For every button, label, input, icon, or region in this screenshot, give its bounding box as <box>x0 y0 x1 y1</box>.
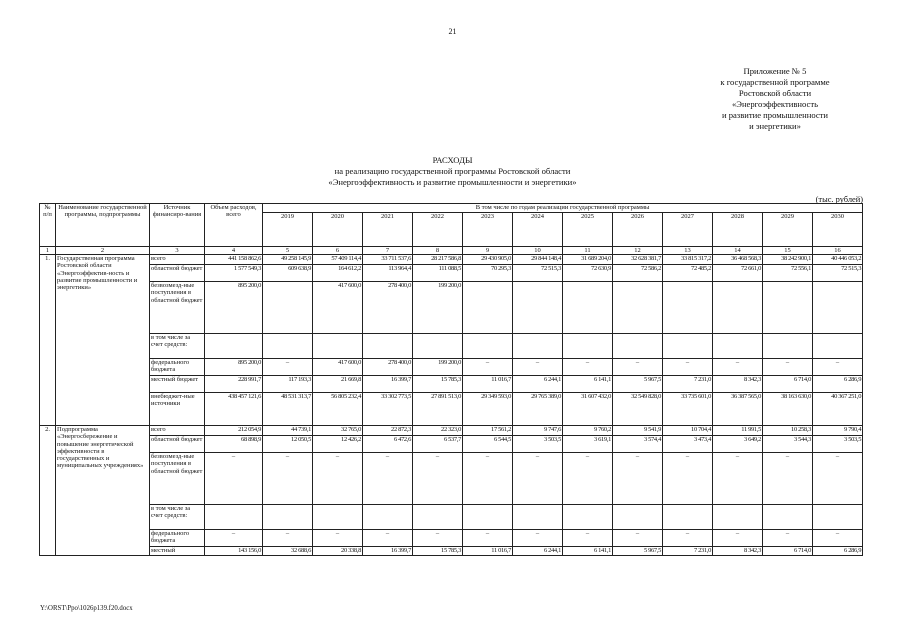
year-value: 44 739,1 <box>263 426 313 436</box>
title-line: «Энергоэффективность и развитие промышленности и энергетики» <box>328 176 577 187</box>
year-value: 417 600,0 <box>313 282 363 334</box>
column-number: 4 <box>205 247 263 255</box>
appendix-line: «Энергоэффективность <box>731 99 818 110</box>
table-row <box>40 436 863 453</box>
year-value: – <box>463 530 513 547</box>
header-year: 2025 <box>563 213 613 247</box>
year-value: – <box>563 359 613 376</box>
column-number: 8 <box>413 247 463 255</box>
year-value <box>463 334 513 359</box>
year-value: 3 574,4 <box>613 436 663 453</box>
year-value: 3 473,4 <box>663 436 713 453</box>
source-cell: в том числе за счет средств: <box>150 334 205 359</box>
year-value: 6 286,9 <box>813 547 863 556</box>
year-value: 28 217 586,8 <box>413 255 463 265</box>
table-row <box>40 255 863 265</box>
year-value: 164 612,2 <box>313 265 363 282</box>
year-value: 11 016,7 <box>463 547 513 556</box>
year-value: 15 785,3 <box>413 376 463 393</box>
year-value: – <box>263 530 313 547</box>
year-value <box>513 282 563 334</box>
table-body <box>40 255 863 556</box>
year-value: – <box>663 530 713 547</box>
total-cell: 438 457 121,6 <box>205 393 263 426</box>
year-value: 7 231,0 <box>663 547 713 556</box>
year-value: 6 286,9 <box>813 376 863 393</box>
header-total: Объем расходов, всего <box>205 204 263 247</box>
year-value <box>713 334 763 359</box>
year-value: 3 619,1 <box>563 436 613 453</box>
year-value <box>263 505 313 530</box>
year-value <box>713 282 763 334</box>
header-year: 2028 <box>713 213 763 247</box>
year-value: 20 338,8 <box>313 547 363 556</box>
year-value: 6 714,0 <box>763 547 813 556</box>
header-year: 2022 <box>413 213 463 247</box>
total-cell: 212 054,9 <box>205 426 263 436</box>
table-row <box>40 426 863 436</box>
year-value: – <box>763 359 813 376</box>
appendix-header <box>690 66 860 133</box>
total-cell: 895 200,0 <box>205 282 263 334</box>
year-value <box>563 505 613 530</box>
total-cell <box>205 505 263 530</box>
year-value <box>413 334 463 359</box>
program-name: Государственная программа Ростовской области «Энергоэффектив-ность и развитие промышленности и энергетики» <box>56 255 150 426</box>
year-value: – <box>713 530 763 547</box>
column-number: 12 <box>613 247 663 255</box>
year-value: – <box>763 453 813 505</box>
year-value: 32 628 381,7 <box>613 255 663 265</box>
year-value <box>763 505 813 530</box>
year-value: 8 342,3 <box>713 547 763 556</box>
year-value: 21 669,8 <box>313 376 363 393</box>
year-value: 72 485,2 <box>663 265 713 282</box>
year-value: – <box>713 453 763 505</box>
total-cell: 143 156,0 <box>205 547 263 556</box>
year-value: 22 323,0 <box>413 426 463 436</box>
year-value <box>813 505 863 530</box>
header-year: 2021 <box>363 213 413 247</box>
year-value <box>563 334 613 359</box>
title-line: на реализацию государственной программы Ростовской области <box>334 165 571 176</box>
year-value: 6 244,1 <box>513 547 563 556</box>
header-name: Наименование государственной программы, подпрограммы <box>56 204 150 247</box>
column-number: 15 <box>763 247 813 255</box>
year-value: 9 760,2 <box>563 426 613 436</box>
table-row <box>40 453 863 505</box>
year-value: – <box>563 530 613 547</box>
year-value: – <box>463 359 513 376</box>
header-year: 2019 <box>263 213 313 247</box>
year-value: 29 844 148,4 <box>513 255 563 265</box>
year-value: 40 446 053,2 <box>813 255 863 265</box>
year-value: 11 016,7 <box>463 376 513 393</box>
total-cell: 68 898,9 <box>205 436 263 453</box>
year-value: 12 050,5 <box>263 436 313 453</box>
page-number: 21 <box>448 27 457 36</box>
year-value: 16 399,7 <box>363 547 413 556</box>
year-value <box>413 505 463 530</box>
year-value: 31 607 432,0 <box>563 393 613 426</box>
header-year: 2024 <box>513 213 563 247</box>
year-value <box>663 334 713 359</box>
year-value <box>663 282 713 334</box>
year-value: 33 735 601,0 <box>663 393 713 426</box>
table-row <box>40 376 863 393</box>
table-row <box>40 547 863 556</box>
year-value: 27 891 513,0 <box>413 393 463 426</box>
year-value: – <box>813 453 863 505</box>
file-path-footer: Y:\ORST\Ppo\1026p139.f20.docx <box>40 605 133 612</box>
year-value: 111 088,5 <box>413 265 463 282</box>
year-value: – <box>613 453 663 505</box>
source-cell: всего <box>150 426 205 436</box>
title-line: РАСХОДЫ <box>432 155 473 165</box>
year-value: 11 991,5 <box>713 426 763 436</box>
year-value: 199 200,0 <box>413 282 463 334</box>
year-value: – <box>263 359 313 376</box>
year-value <box>313 334 363 359</box>
year-value: 12 426,2 <box>313 436 363 453</box>
year-value <box>613 505 663 530</box>
total-cell: 1 577 549,3 <box>205 265 263 282</box>
year-value: – <box>363 530 413 547</box>
year-value: – <box>413 530 463 547</box>
year-value: – <box>513 453 563 505</box>
units-label: (тыс. рублей) <box>815 195 863 204</box>
source-cell: всего <box>150 255 205 265</box>
year-value: 278 400,0 <box>363 282 413 334</box>
year-value: 33 711 537,6 <box>363 255 413 265</box>
year-value: 17 561,2 <box>463 426 513 436</box>
year-value <box>463 282 513 334</box>
year-value: 113 964,4 <box>363 265 413 282</box>
year-value <box>513 505 563 530</box>
year-value: – <box>313 530 363 547</box>
year-value: 48 531 313,7 <box>263 393 313 426</box>
year-value: 5 967,5 <box>613 376 663 393</box>
column-number: 13 <box>663 247 713 255</box>
year-value: 57 409 114,4 <box>313 255 363 265</box>
year-value: – <box>613 359 663 376</box>
source-cell: местный <box>150 547 205 556</box>
column-number: 9 <box>463 247 513 255</box>
year-value: – <box>813 530 863 547</box>
year-value: – <box>313 453 363 505</box>
header-year: 2023 <box>463 213 513 247</box>
year-value: 5 967,5 <box>613 547 663 556</box>
year-value: – <box>663 453 713 505</box>
year-value <box>263 334 313 359</box>
year-value: 9 790,4 <box>813 426 863 436</box>
year-value <box>513 334 563 359</box>
year-value: 7 231,0 <box>663 376 713 393</box>
year-value: – <box>813 359 863 376</box>
column-number: 1 <box>40 247 56 255</box>
year-value <box>663 505 713 530</box>
year-value: 3 503,5 <box>513 436 563 453</box>
year-value: 49 258 145,9 <box>263 255 313 265</box>
appendix-line: и энергетики» <box>749 121 801 132</box>
year-value: 56 805 232,4 <box>313 393 363 426</box>
year-value: 3 503,5 <box>813 436 863 453</box>
year-value: 38 163 630,0 <box>763 393 813 426</box>
year-value: – <box>663 359 713 376</box>
year-value: 32 688,6 <box>263 547 313 556</box>
year-value <box>363 334 413 359</box>
table-row <box>40 282 863 334</box>
total-cell: – <box>205 453 263 505</box>
program-number: 1. <box>40 255 56 426</box>
source-cell: федерального бюджета <box>150 530 205 547</box>
year-value <box>463 505 513 530</box>
year-value: 117 193,3 <box>263 376 313 393</box>
year-value: – <box>363 453 413 505</box>
total-cell <box>205 334 263 359</box>
year-value: 6 244,1 <box>513 376 563 393</box>
column-number: 6 <box>313 247 363 255</box>
header-years-caption: В том числе по годам реализации государственной программы <box>263 204 863 213</box>
total-cell: – <box>205 530 263 547</box>
year-value: 3 649,2 <box>713 436 763 453</box>
year-value: 15 785,3 <box>413 547 463 556</box>
header-num: № п/п <box>40 204 56 247</box>
column-number: 2 <box>56 247 150 255</box>
appendix-line: Ростовской области <box>738 88 812 99</box>
source-cell: областной бюджет <box>150 265 205 282</box>
table-row <box>40 393 863 426</box>
year-value: 29 430 905,0 <box>463 255 513 265</box>
year-value: 6 141,1 <box>563 547 613 556</box>
year-value: 29 349 593,0 <box>463 393 513 426</box>
year-value: 33 302 773,5 <box>363 393 413 426</box>
year-value: 8 342,3 <box>713 376 763 393</box>
year-value <box>613 334 663 359</box>
year-value: 32 765,0 <box>313 426 363 436</box>
column-number: 7 <box>363 247 413 255</box>
year-value: 72 515,3 <box>513 265 563 282</box>
table-row <box>40 359 863 376</box>
year-value: 16 399,7 <box>363 376 413 393</box>
expenses-table <box>39 203 863 556</box>
column-number: 16 <box>813 247 863 255</box>
year-value <box>813 334 863 359</box>
header-year: 2029 <box>763 213 813 247</box>
year-value: 199 200,0 <box>413 359 463 376</box>
year-value: – <box>513 359 563 376</box>
year-value: 72 556,1 <box>763 265 813 282</box>
column-number: 3 <box>150 247 205 255</box>
column-number: 10 <box>513 247 563 255</box>
year-value: 278 400,0 <box>363 359 413 376</box>
year-value <box>563 282 613 334</box>
appendix-line: к государственной программе <box>720 77 830 88</box>
year-value <box>313 505 363 530</box>
year-value: 6 472,6 <box>363 436 413 453</box>
year-value: 70 295,3 <box>463 265 513 282</box>
column-number: 14 <box>713 247 763 255</box>
source-cell: безвозмезд-ные поступления в областной бюджет <box>150 282 205 334</box>
year-value: 10 258,3 <box>763 426 813 436</box>
year-value <box>713 505 763 530</box>
header-source: Источник финансиро-вания <box>150 204 205 247</box>
column-number: 11 <box>563 247 613 255</box>
year-value: – <box>463 453 513 505</box>
column-number-row <box>40 247 863 255</box>
subprogram-name: Подпрограмма «Энергосбережение и повышение энергетической эффективности в государственных и муниципальных учреждениях» <box>56 426 150 556</box>
source-cell: федерального бюджета <box>150 359 205 376</box>
year-value: – <box>513 530 563 547</box>
year-value <box>263 282 313 334</box>
year-value: 6 544,5 <box>463 436 513 453</box>
total-cell: 228 991,7 <box>205 376 263 393</box>
year-value: 31 689 204,0 <box>563 255 613 265</box>
year-value: 72 630,9 <box>563 265 613 282</box>
year-value: – <box>763 530 813 547</box>
year-value <box>613 282 663 334</box>
table-row <box>40 505 863 530</box>
year-value: 22 872,3 <box>363 426 413 436</box>
year-value: 29 765 389,0 <box>513 393 563 426</box>
year-value: 72 661,0 <box>713 265 763 282</box>
table-row <box>40 334 863 359</box>
table-row <box>40 530 863 547</box>
year-value <box>763 282 813 334</box>
header-year: 2030 <box>813 213 863 247</box>
header-year: 2027 <box>663 213 713 247</box>
year-value: – <box>713 359 763 376</box>
year-value: – <box>413 453 463 505</box>
column-number: 5 <box>263 247 313 255</box>
header-year: 2020 <box>313 213 363 247</box>
year-value <box>763 334 813 359</box>
year-value: 6 141,1 <box>563 376 613 393</box>
document-title <box>0 155 905 187</box>
source-cell: в том числе за счет средств: <box>150 505 205 530</box>
source-cell: областной бюджет <box>150 436 205 453</box>
year-value: 38 242 900,1 <box>763 255 813 265</box>
subprogram-number: 2. <box>40 426 56 556</box>
year-value: 33 815 317,2 <box>663 255 713 265</box>
year-value: – <box>263 453 313 505</box>
year-value: 36 468 568,3 <box>713 255 763 265</box>
source-cell: внебюджет-ные источники <box>150 393 205 426</box>
year-value: 6 714,0 <box>763 376 813 393</box>
total-cell: 441 158 862,6 <box>205 255 263 265</box>
total-cell: 895 200,0 <box>205 359 263 376</box>
year-value: 3 544,3 <box>763 436 813 453</box>
year-value: 10 704,4 <box>663 426 713 436</box>
year-value <box>363 505 413 530</box>
source-cell: местный бюджет <box>150 376 205 393</box>
year-value: 9 747,6 <box>513 426 563 436</box>
table-row <box>40 265 863 282</box>
year-value: 72 586,2 <box>613 265 663 282</box>
year-value: 609 638,9 <box>263 265 313 282</box>
appendix-line: и развитие промышленности <box>721 110 829 121</box>
source-cell: безвозмезд-ные поступления в областной бюджет <box>150 453 205 505</box>
year-value: 417 600,0 <box>313 359 363 376</box>
year-value: 6 537,7 <box>413 436 463 453</box>
year-value: 9 541,9 <box>613 426 663 436</box>
year-value: – <box>613 530 663 547</box>
year-value: 36 387 565,0 <box>713 393 763 426</box>
year-value: – <box>563 453 613 505</box>
year-value: 32 549 828,0 <box>613 393 663 426</box>
header-year: 2026 <box>613 213 663 247</box>
year-value <box>813 282 863 334</box>
appendix-line: Приложение № 5 <box>743 66 807 76</box>
year-value: 40 367 251,0 <box>813 393 863 426</box>
year-value: 72 515,3 <box>813 265 863 282</box>
